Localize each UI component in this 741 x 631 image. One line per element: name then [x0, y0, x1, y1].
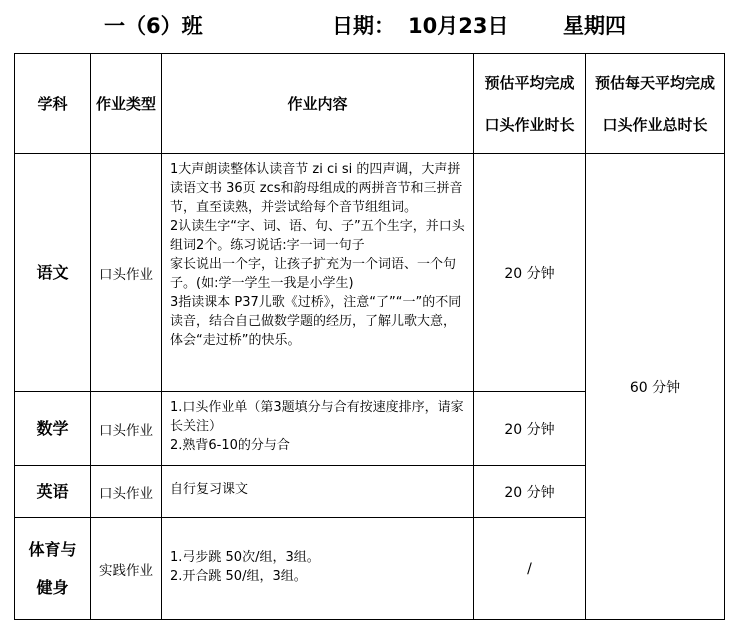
col-header-content: 作业内容 — [162, 54, 474, 154]
content-cell — [162, 518, 474, 620]
col-header-type: 作业类型 — [91, 54, 162, 154]
content-line: 2.开合跳 50/组，3组。 — [170, 568, 307, 584]
duration-cell: 20 分钟 — [474, 154, 586, 392]
col-header-daily-line1: 预估每天平均完成 — [594, 73, 715, 92]
content-line: 2认读生字“字、词、语、句、子”五个生字，并口头组词2个。练习说话:字一词一句子 — [170, 219, 465, 253]
content-cell — [162, 466, 474, 518]
subject-cell — [15, 518, 91, 620]
duration-cell: 20 分钟 — [474, 392, 586, 466]
date-value: 10月23日 — [408, 14, 509, 38]
content-cell — [162, 392, 474, 466]
col-header-estimated — [474, 54, 586, 154]
type-cell: 实践作业 — [91, 518, 162, 620]
col-header-estimated-line2: 口头作业时长 — [484, 115, 575, 134]
content-line: 1.弓步跳 50次/组，3组。 — [170, 549, 320, 565]
weekday: 星期四 — [563, 14, 626, 38]
class-name: 一（6）班 — [104, 14, 203, 38]
duration-cell: 20 分钟 — [474, 466, 586, 518]
type-cell: 口头作业 — [91, 466, 162, 518]
subject-cell: 语文 — [15, 154, 91, 392]
date-label: 日期： — [332, 14, 395, 38]
col-header-daily-total — [586, 54, 725, 154]
col-header-subject: 学科 — [15, 54, 91, 154]
subject-cell: 数学 — [15, 392, 91, 466]
page-header — [0, 8, 741, 40]
content-line: 自行复习课文 — [170, 482, 249, 497]
content-line: 1.口头作业单（第3题填分与合有按速度排序，请家长关注） — [170, 400, 464, 434]
col-header-estimated-line1: 预估平均完成 — [484, 73, 575, 92]
table-header-row — [15, 54, 725, 154]
content-line: 2.熟背6-10的分与合 — [170, 438, 290, 453]
subject-line: 体育与 — [28, 539, 77, 559]
content-line: 3指读课本 P37儿歌《过桥》，注意“了”“一”的不同读音，结合自己做数学题的经历，了解儿歌大意，体会“走过桥”的快乐。 — [170, 295, 462, 348]
content-cell — [162, 154, 474, 392]
type-cell: 口头作业 — [91, 392, 162, 466]
table-row — [15, 154, 725, 392]
content-line: 家长说出一个字，让孩子扩充为一个词语、一个句子。(如:学一学生一我是小学生) — [170, 257, 457, 291]
duration-cell: / — [474, 518, 586, 620]
subject-cell: 英语 — [15, 466, 91, 518]
content-line: 1大声朗读整体认读音节 zi ci si 的四声调，大声拼读语文书 36页 zcs和韵母组成的两拼音节和三拼音节，直至读熟，并尝试给每个音节组组词。 — [170, 162, 463, 215]
daily-total-cell: 60 分钟 — [586, 154, 725, 620]
subject-line: 健身 — [36, 577, 69, 597]
homework-table — [14, 53, 725, 620]
col-header-daily-line2: 口头作业总时长 — [602, 115, 708, 134]
type-cell: 口头作业 — [91, 154, 162, 392]
